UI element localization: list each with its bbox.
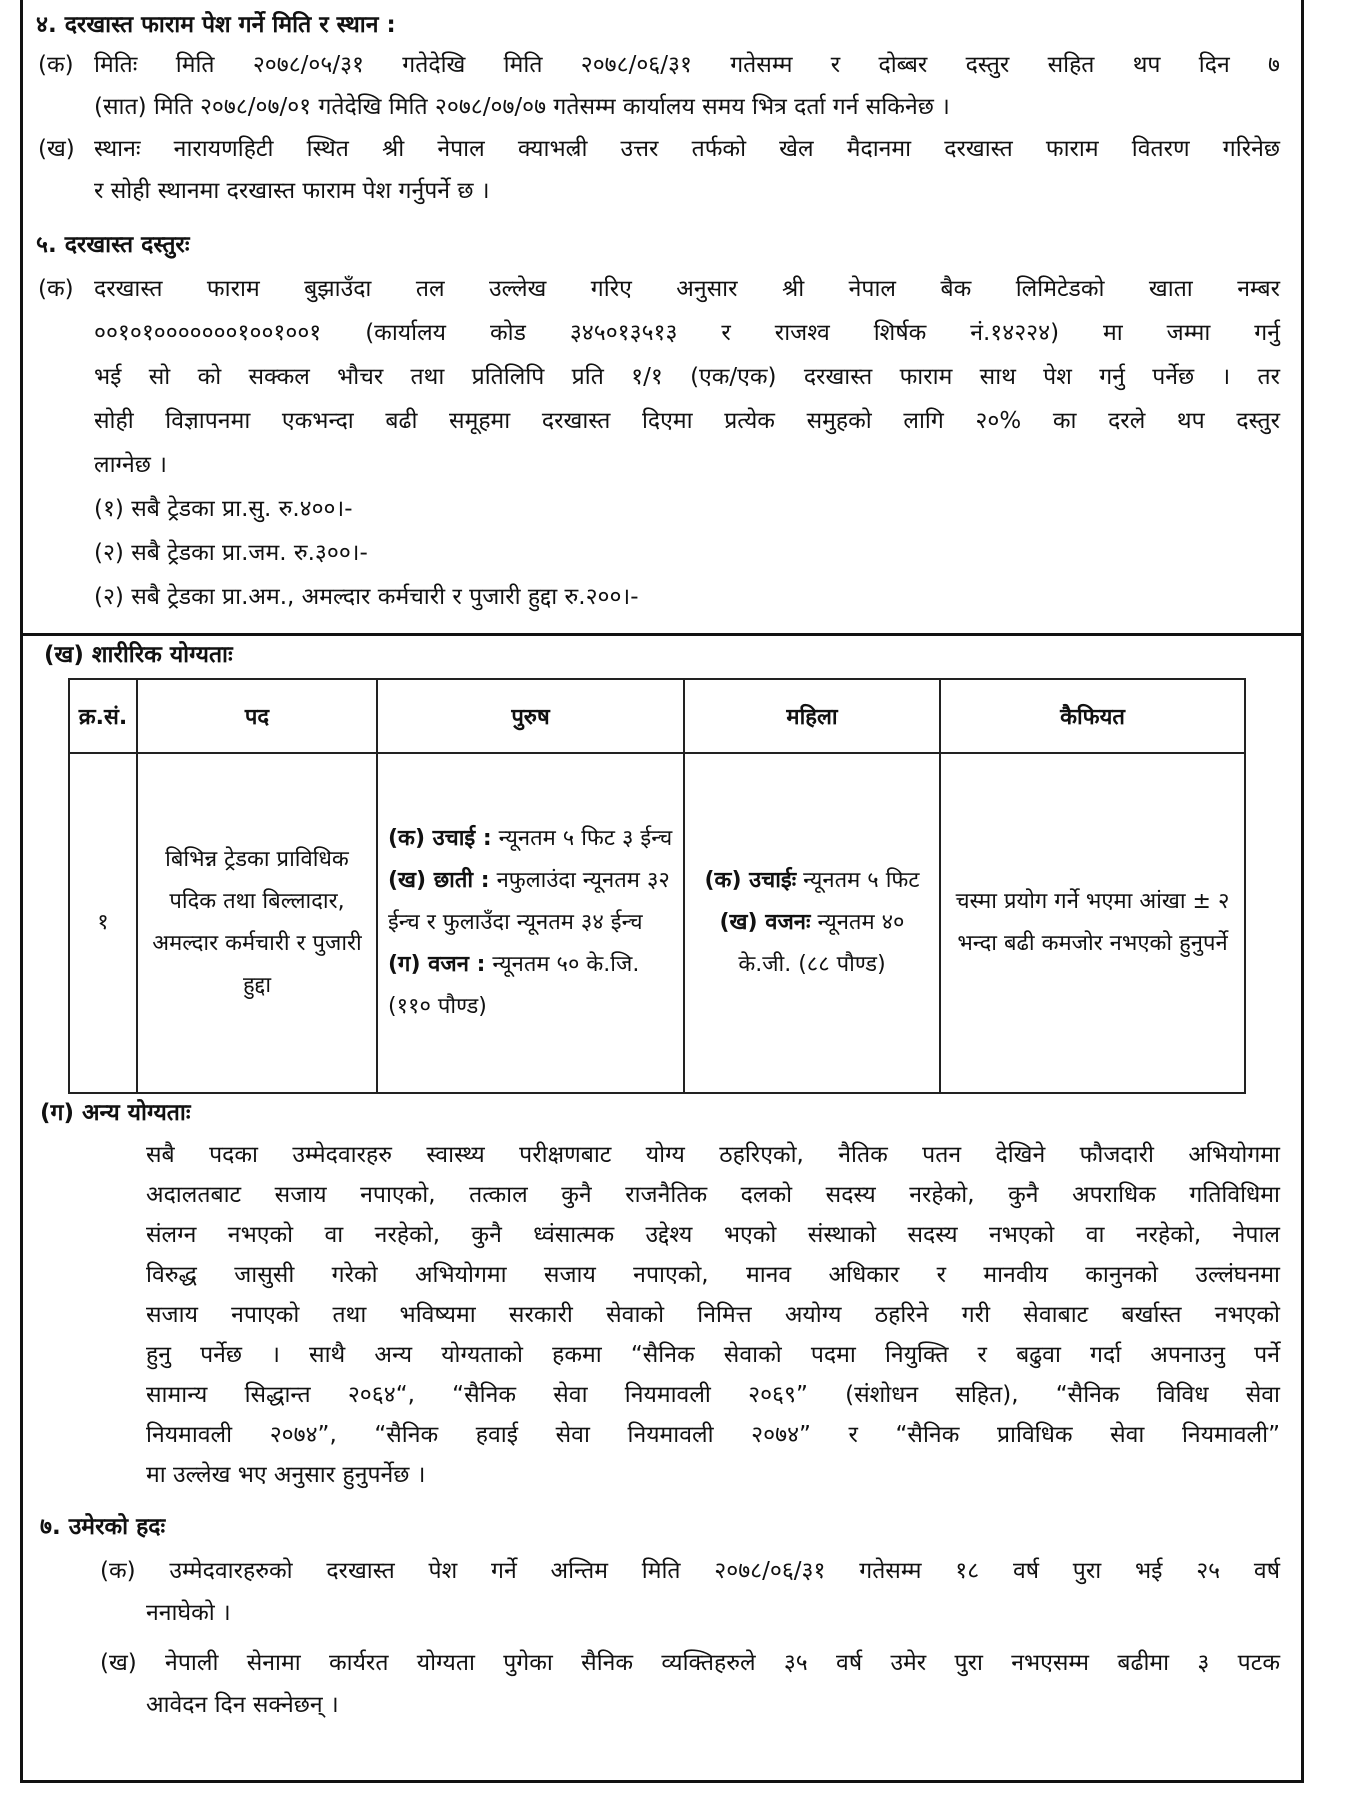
- section-4-ka-label: (क): [38, 52, 74, 78]
- section-5-ka-line-5: लाग्नेछ ।: [94, 452, 167, 478]
- table-row: [69, 753, 1245, 1093]
- section-4-kha-line-1: स्थानः नारायणहिटी स्थित श्री नेपाल क्याभल्री उत्तर तर्फको खेल मैदानमा दरखास्त फाराम वितरण गरिनेछ: [94, 136, 1280, 162]
- cell-female: [684, 753, 940, 1093]
- male-chest-text: नफुलाउंदा न्यूनतम ३२ ईन्च र फुलाउँदा न्यूनतम ३४ ईन्च: [388, 868, 670, 935]
- other-line-1: सबै पदका उम्मेदवारहरु स्वास्थ्य परीक्षणबाट योग्य ठहरिएको, नैतिक पतन देखिने फौजदारी अभियोगमा: [146, 1142, 1280, 1168]
- section-5-ka-line-3: भई सो को सक्कल भौचर तथा प्रतिलिपि प्रति १/१ (एक/एक) दरखास्त फाराम साथ पेश गर्नु पर्नेछ । तर: [94, 364, 1280, 390]
- fee-item-2: (२) सबै ट्रेडका प्रा.जम. रु.३००।-: [94, 540, 368, 566]
- cell-serial: १: [69, 753, 137, 1093]
- other-line-8: नियमावली २०७४”, “सैनिक हवाई सेवा नियमावली २०७४” र “सैनिक प्राविधिक सेवा नियमावली”: [146, 1422, 1280, 1448]
- section-5-ka-label: (क): [38, 276, 74, 302]
- section-divider: [20, 633, 1304, 636]
- male-height-text: न्यूनतम ५ फिट ३ ईन्च: [498, 826, 673, 851]
- other-line-7: सामान्य सिद्धान्त २०६४“, “सैनिक सेवा नियमावली २०६९” (संशोधन सहित), “सैनिक विविध सेवा: [146, 1382, 1280, 1408]
- cell-male: [377, 753, 684, 1093]
- section-5-ka-line-1: दरखास्त फाराम बुझाउँदा तल उल्लेख गरिए अनुसार श्री नेपाल बैक लिमिटेडको खाता नम्बर: [94, 276, 1280, 302]
- table-header-row: [69, 679, 1245, 753]
- section-5-ka-line-2: ००१०१०००००००१००१००१ (कार्यालय कोड ३४५०१३५१३ र राजश्व शिर्षक नं.१४२२४) मा जम्मा गर्नु: [94, 320, 1280, 346]
- section-5-ka-line-4: सोही विज्ञापनमा एकभन्दा बढी समूहमा दरखास्त दिएमा प्रत्येक समुहको लागि २०% का दरले थप दस्तुर: [94, 408, 1280, 434]
- female-height-text: न्यूनतम ५ फिट: [803, 868, 920, 893]
- male-height-label: (क) उचाई :: [388, 826, 492, 851]
- male-chest-label: (ख) छाती :: [388, 868, 490, 893]
- other-line-3: संलग्न नभएको वा नरहेको, कुनै ध्वंसात्मक उद्देश्य भएको संस्थाको सदस्य नभएको वा नरहेको, नेपाल: [146, 1222, 1280, 1248]
- female-weight-text: न्यूनतम ४० के.जी. (८८ पौण्ड): [738, 910, 905, 977]
- section-4-ka-line-1: मितिः मिति २०७८/०५/३१ गतेदेखि मिति २०७८/०६/३१ गतेसम्म र दोब्बर दस्तुर सहित थप दिन ७: [94, 52, 1280, 78]
- section-4-ka-line-2: (सात) मिति २०७८/०७/०१ गतेदेखि मिति २०७८/०७/०७ गतेसम्म कार्यालय समय भित्र दर्ता गर्न सकिनेछ ।: [94, 94, 950, 120]
- section-4-kha-label: (ख): [38, 136, 75, 162]
- male-weight-label: (ग) वजन :: [388, 952, 486, 977]
- female-weight-label: (ख) वजनः: [719, 910, 811, 935]
- section-7-ka-line-1: (क) उम्मेदवारहरुको दरखास्त पेश गर्ने अन्तिम मिति २०७८/०६/३१ गतेसम्म १८ वर्ष पुरा भई २५ वर्ष: [100, 1558, 1280, 1584]
- cell-post: बिभिन्न ट्रेडका प्राविधिक पदिक तथा बिल्लादार, अमल्दार कर्मचारी र पुजारी हुद्दा: [137, 753, 377, 1093]
- other-line-9: मा उल्लेख भए अनुसार हुनुपर्नेछ ।: [146, 1462, 426, 1488]
- section-7-ka-line-2: ननाघेको ।: [146, 1600, 231, 1626]
- male-weight-text: न्यूनतम ५० के.जि. (११० पौण्ड): [388, 952, 640, 1019]
- section-5-heading: ५. दरखास्त दस्तुरः: [36, 232, 190, 258]
- header-serial: क्र.सं.: [69, 679, 137, 753]
- other-line-2: अदालतबाट सजाय नपाएको, तत्काल कुनै राजनैतिक दलको सदस्य नरहेको, कुनै अपराधिक गतिविधिमा: [146, 1182, 1280, 1208]
- female-height-label: (क) उचाईः: [704, 868, 797, 893]
- other-line-6: हुनु पर्नेछ । साथै अन्य योग्यताको हकमा “सैनिक सेवाको पदमा नियुक्ति र बढुवा गर्दा अपनाउनु पर्ने: [146, 1342, 1280, 1368]
- other-heading: (ग) अन्य योग्यताः: [40, 1100, 191, 1126]
- fee-item-1: (१) सबै ट्रेडका प्रा.सु. रु.४००।-: [94, 496, 353, 522]
- physical-table: [68, 678, 1246, 1094]
- header-male: पुरुष: [377, 679, 684, 753]
- header-post: पद: [137, 679, 377, 753]
- fee-item-3: (२) सबै ट्रेडका प्रा.अम., अमल्दार कर्मचारी र पुजारी हुद्दा रु.२००।-: [94, 584, 639, 610]
- section-7-heading: ७. उमेरको हदः: [40, 1514, 166, 1540]
- section-7-kha-line-1: (ख) नेपाली सेनामा कार्यरत योग्यता पुगेका सैनिक व्यक्तिहरुले ३५ वर्ष उमेर पुरा नभएसम्म बढीमा ३ पटक: [100, 1650, 1280, 1676]
- section-4-heading: ४. दरखास्त फाराम पेश गर्ने मिति र स्थान :: [36, 12, 396, 38]
- section-4-kha-line-2: र सोही स्थानमा दरखास्त फाराम पेश गर्नुपर्ने छ ।: [94, 178, 490, 204]
- header-female: महिला: [684, 679, 940, 753]
- cell-remarks: चस्मा प्रयोग गर्ने भएमा आंखा ± २ भन्दा बढी कमजोर नभएको हुनुपर्ने: [940, 753, 1245, 1093]
- other-line-4: विरुद्ध जासुसी गरेको अभियोगमा सजाय नपाएको, मानव अधिकार र मानवीय कानुनको उल्लंघनमा: [146, 1262, 1280, 1288]
- section-7-kha-line-2: आवेदन दिन सक्नेछन् ।: [146, 1692, 339, 1718]
- other-line-5: सजाय नपाएको तथा भविष्यमा सरकारी सेवाको निमित्त अयोग्य ठहरिने गरी सेवाबाट बर्खास्त नभएको: [146, 1302, 1280, 1328]
- physical-heading: (ख) शारीरिक योग्यताः: [44, 642, 233, 668]
- header-remarks: कैफियत: [940, 679, 1245, 753]
